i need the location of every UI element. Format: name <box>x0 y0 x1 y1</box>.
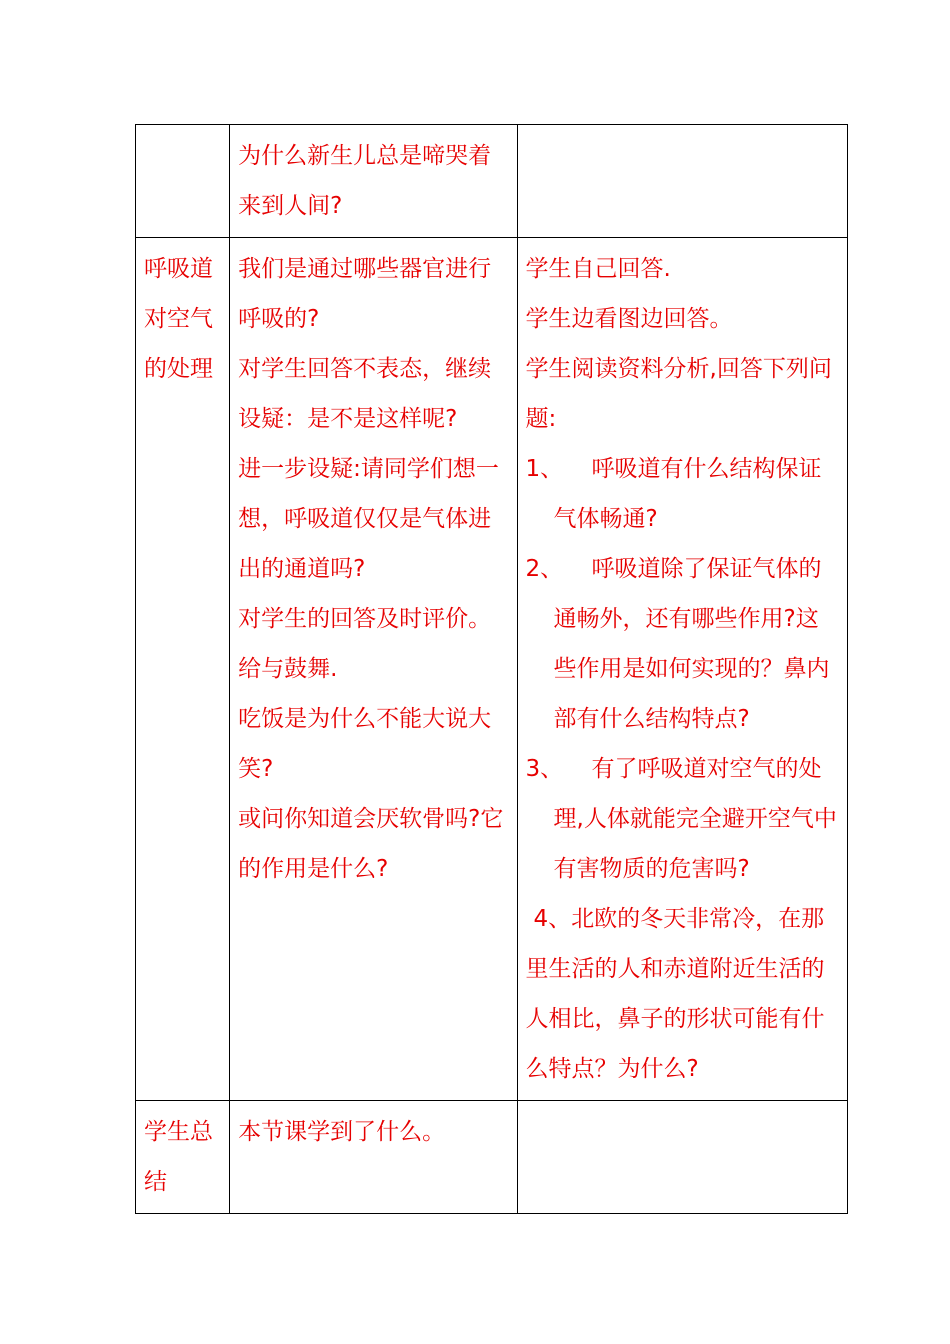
table-row <box>136 1101 848 1214</box>
teacher-activity-cell <box>230 1101 517 1214</box>
question-text: 呼吸道除了保证气体的通畅外，还有哪些作用?这些作用是如何实现的？鼻内部有什么结构特点? <box>553 556 830 732</box>
question-number: 2、 <box>525 556 564 582</box>
teacher-activity-cell <box>230 238 517 1101</box>
teacher-activity-cell <box>230 125 517 238</box>
teacher-text: 对学生的回答及时评价。给与鼓舞. <box>238 606 492 682</box>
student-activity-cell <box>517 238 847 1101</box>
teacher-text: 或问你知道会厌软骨吗?它的作用是什么? <box>238 806 504 882</box>
question-text: 呼吸道有什么结构保证气体畅通? <box>553 456 822 532</box>
lesson-plan-table <box>135 124 848 1214</box>
student-text: 学生边看图边回答。 <box>525 306 733 332</box>
teacher-text: 进一步设疑:请同学们想一想，呼吸道仅仅是气体进出的通道吗? <box>238 456 499 582</box>
question-number: 1、 <box>525 456 564 482</box>
section-cell <box>136 1101 230 1214</box>
question-item <box>526 744 841 894</box>
question-item <box>526 444 841 544</box>
student-text: 学生阅读资料分析,回答下列问题: <box>525 356 832 432</box>
question-item <box>526 544 841 744</box>
student-text: 学生自己回答. <box>525 256 671 282</box>
teacher-text: 本节课学到了什么。 <box>238 1119 446 1145</box>
teacher-text: 吃饭是为什么不能大说大笑? <box>238 706 492 782</box>
teacher-text: 为什么新生儿总是啼哭着来到人间? <box>238 143 492 219</box>
teacher-text: 我们是通过哪些器官进行呼吸的? <box>238 256 492 332</box>
section-cell <box>136 125 230 238</box>
section-title: 学生总结 <box>144 1119 213 1195</box>
section-cell <box>136 238 230 1101</box>
student-activity-cell <box>517 125 847 238</box>
question-number: 3、 <box>525 756 564 782</box>
teacher-text: 对学生回答不表态，继续设疑：是不是这样呢? <box>238 356 492 432</box>
table-row <box>136 238 848 1101</box>
table-row <box>136 125 848 238</box>
question-text: 有了呼吸道对空气的处理,人体就能完全避开空气中有害物质的危害吗? <box>553 756 837 882</box>
student-activity-cell <box>517 1101 847 1214</box>
section-title: 呼吸道对空气的处理 <box>144 256 213 382</box>
question-item: 4、北欧的冬天非常冷，在那里生活的人和赤道附近生活的人相比，鼻子的形状可能有什么特点？为什么? <box>525 906 825 1082</box>
